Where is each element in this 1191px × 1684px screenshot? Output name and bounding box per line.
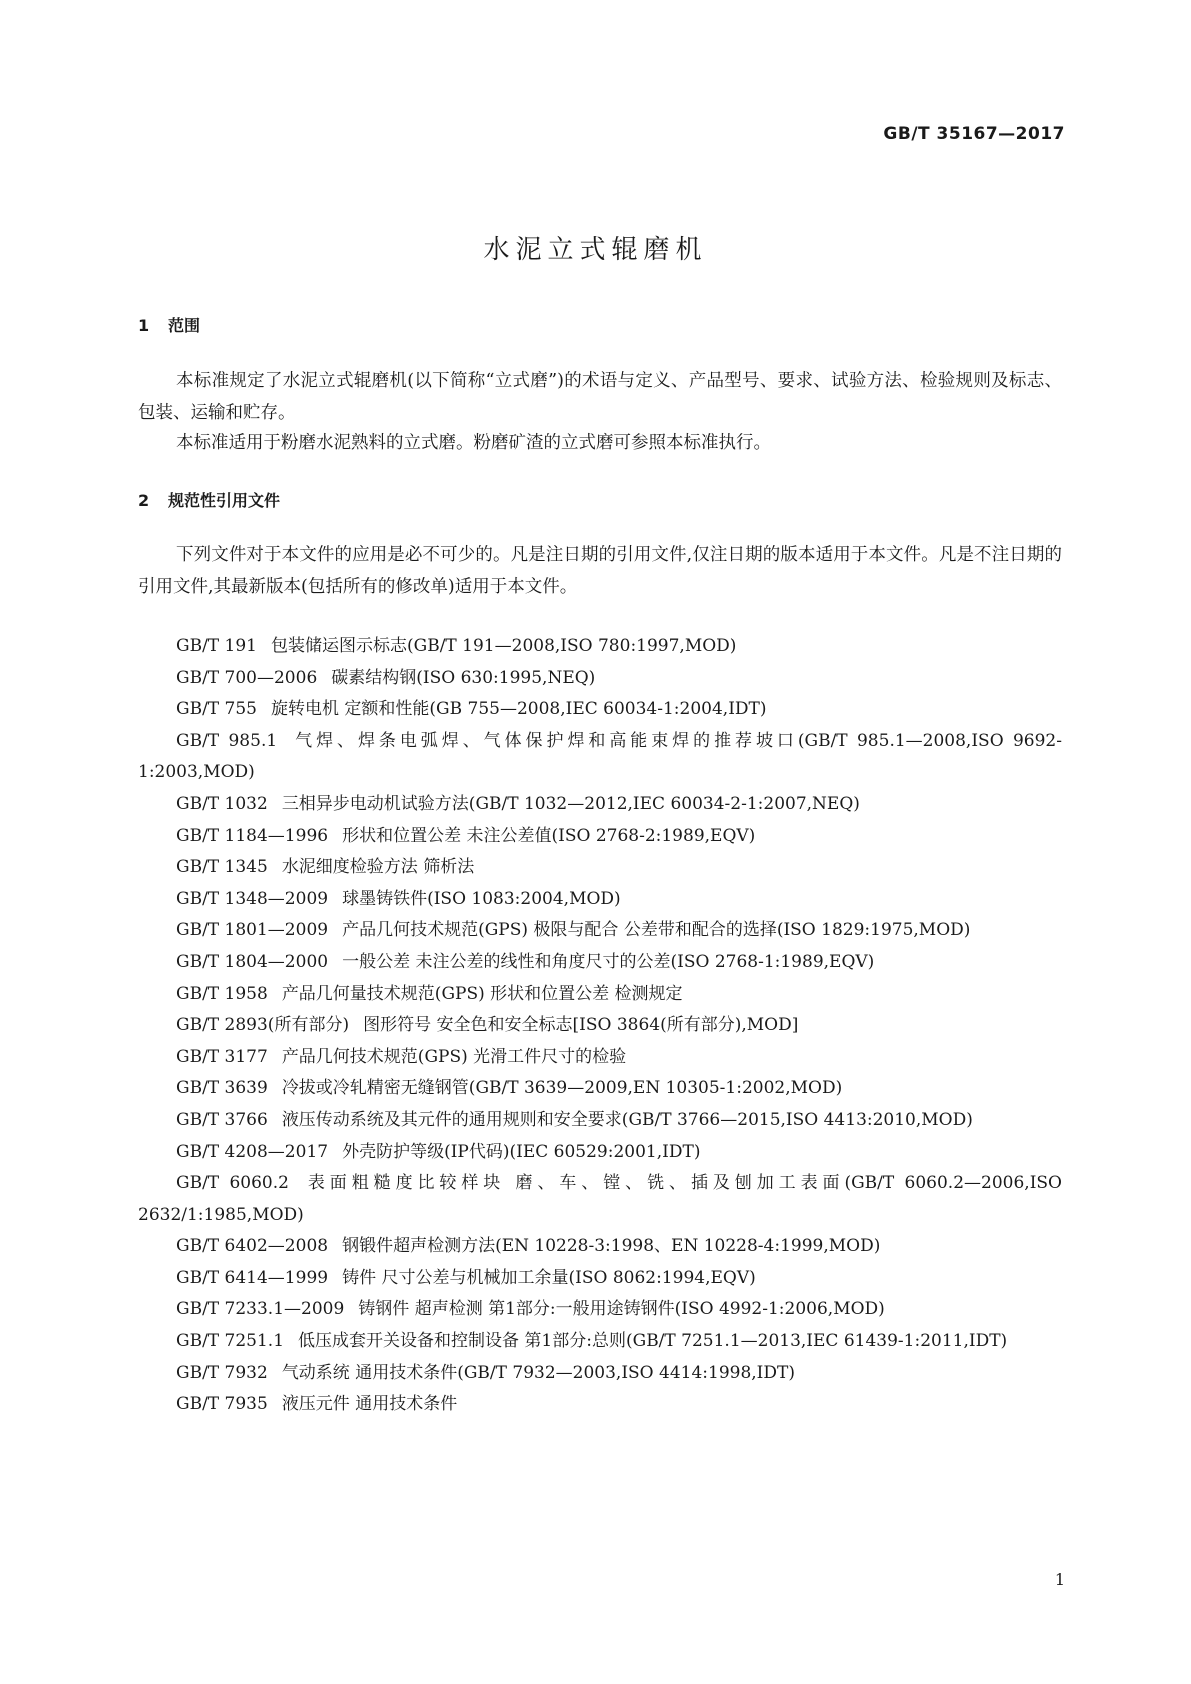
- reference-title: 铸件 尺寸公差与机械加工余量(ISO 8062:1994,EQV): [342, 1267, 756, 1288]
- reference-code: GB/T 3766: [176, 1109, 268, 1130]
- reference-code: GB/T 985.1: [176, 730, 278, 751]
- reference-item: [138, 1231, 1062, 1263]
- reference-item: [138, 726, 1062, 789]
- reference-code: GB/T 3639: [176, 1078, 268, 1099]
- reference-title: 三相异步电动机试验方法(GB/T 1032—2012,IEC 60034-2-1:2007,NEQ): [281, 793, 860, 814]
- reference-code: GB/T 1804—2000: [176, 951, 329, 972]
- reference-item: [138, 1389, 1062, 1421]
- reference-code: GB/T 191: [176, 636, 257, 656]
- reference-title: 气焊、焊条电弧焊、气体保护焊和高能束焊的推荐坡口(GB/T 985.1—2008,ISO 9692-1:2003,MOD): [138, 730, 1062, 783]
- reference-title: 旋转电机 定额和性能(GB 755—2008,IEC 60034-1:2004,IDT): [271, 699, 767, 720]
- reference-code: GB/T 1801—2009: [176, 920, 329, 941]
- reference-code: GB/T 2893(所有部分): [176, 1015, 350, 1036]
- reference-title: 图形符号 安全色和安全标志[ISO 3864(所有部分),MOD]: [363, 1015, 799, 1036]
- page-number: 1: [1054, 1570, 1065, 1589]
- reference-item: [138, 915, 1062, 947]
- reference-code: GB/T 1032: [176, 793, 268, 814]
- section-title: 规范性引用文件: [168, 491, 281, 510]
- reference-item: [138, 1073, 1062, 1105]
- reference-item: [138, 1326, 1062, 1358]
- reference-title: 铸钢件 超声检测 第1部分:一般用途铸钢件(ISO 4992-1:2006,MOD): [358, 1299, 885, 1320]
- reference-code: GB/T 3177: [176, 1046, 268, 1067]
- reference-code: GB/T 6402—2008: [176, 1236, 329, 1257]
- reference-item: [138, 631, 1062, 663]
- reference-item: [138, 1010, 1062, 1042]
- reference-title: 液压传动系统及其元件的通用规则和安全要求(GB/T 3766—2015,ISO 4413:2010,MOD): [281, 1109, 973, 1130]
- reference-code: GB/T 755: [176, 699, 257, 720]
- standard-number: GB/T 35167—2017: [883, 124, 1065, 144]
- reference-title: 低压成套开关设备和控制设备 第1部分:总则(GB/T 7251.1—2013,IEC 61439-1:2011,IDT): [298, 1331, 1008, 1352]
- reference-title: 外壳防护等级(IP代码)(IEC 60529:2001,IDT): [342, 1141, 701, 1162]
- reference-item: [138, 821, 1062, 853]
- reference-title: 水泥细度检验方法 筛析法: [281, 857, 475, 878]
- reference-item: [138, 1263, 1062, 1295]
- reference-title: 产品几何量技术规范(GPS) 形状和位置公差 检测规定: [281, 983, 683, 1004]
- reference-item: [138, 1105, 1062, 1137]
- reference-item: [138, 789, 1062, 821]
- reference-list: [138, 631, 1062, 1421]
- reference-code: GB/T 700—2006: [176, 667, 318, 688]
- scope-paragraph-1: 本标准规定了水泥立式辊磨机(以下简称“立式磨”)的术语与定义、产品型号、要求、试验方法、检验规则及标志、包装、运输和贮存。: [138, 371, 1062, 423]
- reference-item: [138, 884, 1062, 916]
- reference-code: GB/T 6060.2: [176, 1173, 289, 1194]
- reference-item: [138, 1168, 1062, 1231]
- document-title: 水泥立式辊磨机: [483, 235, 708, 265]
- reference-item: [138, 1358, 1062, 1390]
- reference-title: 形状和位置公差 未注公差值(ISO 2768-2:1989,EQV): [342, 825, 756, 846]
- reference-title: 冷拔或冷轧精密无缝钢管(GB/T 3639—2009,EN 10305-1:2002,MOD): [281, 1078, 843, 1099]
- reference-item: [138, 694, 1062, 726]
- reference-item: [138, 1042, 1062, 1074]
- reference-item: [138, 1294, 1062, 1326]
- reference-code: GB/T 4208—2017: [176, 1141, 329, 1162]
- scope-paragraph-2: 本标准适用于粉磨水泥熟料的立式磨。粉磨矿渣的立式磨可参照本标准执行。: [176, 433, 771, 453]
- reference-title: 气动系统 通用技术条件(GB/T 7932—2003,ISO 4414:1998,IDT): [281, 1362, 795, 1383]
- section-number: 2: [138, 491, 150, 510]
- section-2-heading: [138, 488, 280, 511]
- reference-title: 表面粗糙度比较样块 磨、车、镗、铣、插及刨加工表面(GB/T 6060.2—2006,ISO 2632/1:1985,MOD): [138, 1173, 1062, 1225]
- reference-item: [138, 947, 1062, 979]
- section-number: 1: [138, 316, 150, 335]
- reference-code: GB/T 7233.1—2009: [176, 1299, 345, 1320]
- reference-item: [138, 663, 1062, 695]
- reference-title: 球墨铸铁件(ISO 1083:2004,MOD): [342, 888, 621, 909]
- reference-code: GB/T 1345: [176, 857, 268, 878]
- reference-code: GB/T 1184—1996: [176, 825, 329, 846]
- reference-title: 钢锻件超声检测方法(EN 10228-3:1998、EN 10228-4:1999,MOD): [342, 1236, 881, 1257]
- reference-code: GB/T 7932: [176, 1362, 268, 1383]
- reference-code: GB/T 6414—1999: [176, 1267, 329, 1288]
- reference-title: 产品几何技术规范(GPS) 极限与配合 公差带和配合的选择(ISO 1829:1975,MOD): [342, 920, 971, 941]
- reference-title: 包装储运图示标志(GB/T 191—2008,ISO 780:1997,MOD): [271, 636, 737, 656]
- references-intro: 下列文件对于本文件的应用是必不可少的。凡是注日期的引用文件,仅注日期的版本适用于本文件。凡是不注日期的引用文件,其最新版本(包括所有的修改单)适用于本文件。: [138, 545, 1062, 597]
- reference-title: 产品几何技术规范(GPS) 光滑工件尺寸的检验: [281, 1046, 627, 1067]
- section-title: 范围: [168, 316, 201, 335]
- reference-code: GB/T 7935: [176, 1394, 268, 1415]
- section-1-heading: [138, 313, 200, 336]
- reference-item: [138, 852, 1062, 884]
- reference-title: 一般公差 未注公差的线性和角度尺寸的公差(ISO 2768-1:1989,EQV): [342, 951, 875, 972]
- reference-code: GB/T 1958: [176, 983, 268, 1004]
- reference-item: [138, 979, 1062, 1011]
- reference-title: 碳素结构钢(ISO 630:1995,NEQ): [331, 667, 596, 688]
- reference-item: [138, 1137, 1062, 1169]
- reference-code: GB/T 1348—2009: [176, 888, 329, 909]
- reference-code: GB/T 7251.1: [176, 1331, 285, 1352]
- reference-title: 液压元件 通用技术条件: [281, 1394, 458, 1415]
